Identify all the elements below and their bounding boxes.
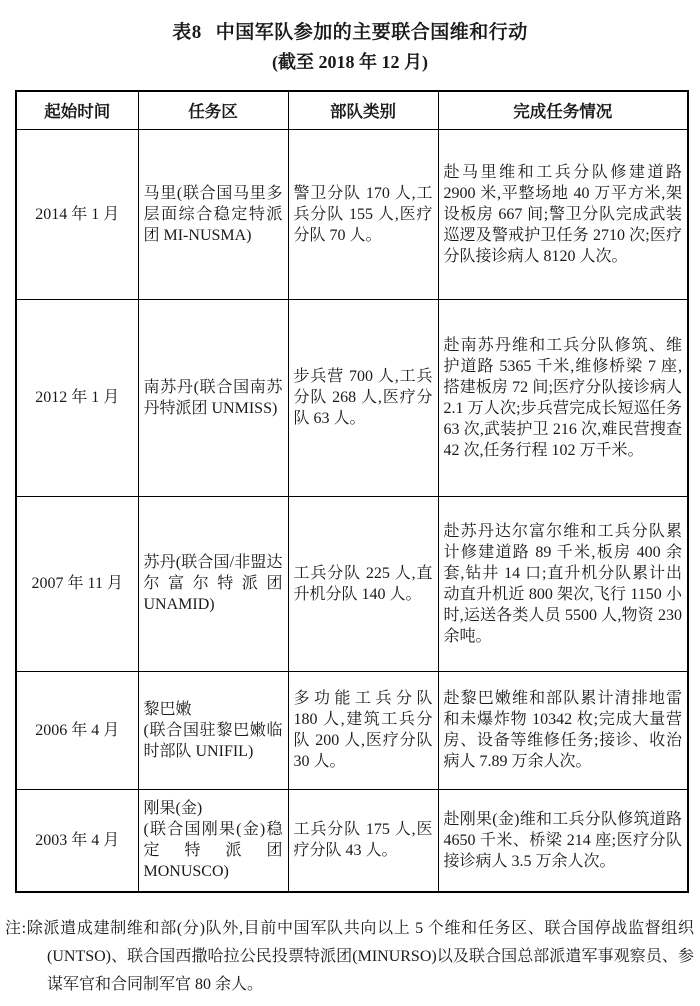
table-number-label: 表8 [172,22,202,43]
table-subtitle: (截至 2018 年 12 月) [272,52,428,72]
cell-start-time: 2003 年 4 月 [16,789,138,892]
cell-troop-type: 工兵分队 175 人,医疗分队 43 人。 [288,789,438,892]
cell-start-time: 2007 年 11 月 [16,496,138,671]
cell-mission-area: 南苏丹(联合国南苏丹特派团 UNMISS) [138,299,288,496]
cell-start-time: 2006 年 4 月 [16,671,138,789]
cell-start-time: 2014 年 1 月 [16,129,138,299]
cell-accomplishment: 赴苏丹达尔富尔维和工兵分队累计修建道路 89 千米,板房 400 余套,钻井 14 口;直升机分队累计出动直升机近 800 架次,飞行 1150 小时,运送各类人员 5500 人,物资 230 余吨。 [438,496,688,671]
cell-troop-type: 多功能工兵分队 180 人,建筑工兵分队 200 人,医疗分队 30 人。 [288,671,438,789]
cell-mission-area: 刚果(金) (联合国刚果(金)稳定特派团 MONUSCO) [138,789,288,892]
header-start-time: 起始时间 [16,91,138,129]
table-title-text: 中国军队参加的主要联合国维和行动 [215,22,528,43]
cell-accomplishment: 赴刚果(金)维和工兵分队修筑道路 4650 千米、桥梁 214 座;医疗分队接诊病人 3.5 万余人次。 [438,789,688,892]
footnote-text: 除派遣成建制维和部(分)队外,目前中国军队共向以上 5 个维和任务区、联合国停战监督组织(UNTSO)、联合国西撒哈拉公民投票特派团(MINURSO)以及联合国总部派遣军事观察员、参谋军官和合同制军官 80 余人。 [26,920,694,993]
cell-accomplishment: 赴南苏丹维和工兵分队修筑、维护道路 5365 千米,维修桥梁 7 座,搭建板房 72 间;医疗分队接诊病人 2.1 万人次;步兵营完成长短巡任务 63 次,武装护卫 216 次,难民营搜查 42 次,任务行程 102 万千米。 [438,299,688,496]
table-title [0,18,700,76]
cell-accomplishment: 赴马里维和工兵分队修建道路 2900 米,平整场地 40 万平方米,架设板房 667 间;警卫分队完成武装巡逻及警戒护卫任务 2710 次;医疗分队接诊病人 8120 人次。 [438,129,688,299]
header-accomplishment: 完成任务情况 [438,91,688,129]
page-title [0,18,700,48]
header-troop-type: 部队类别 [288,91,438,129]
cell-troop-type: 步兵营 700 人,工兵分队 268 人,医疗分队 63 人。 [288,299,438,496]
cell-start-time: 2012 年 1 月 [16,299,138,496]
table-header-row [16,91,688,129]
table-row [16,299,688,496]
cell-troop-type: 工兵分队 225 人,直升机分队 140 人。 [288,496,438,671]
table-row [16,129,688,299]
footnote-prefix: 注: [5,920,27,937]
header-mission-area: 任务区 [138,91,288,129]
peacekeeping-operations-table [15,90,689,893]
cell-troop-type: 警卫分队 170 人,工兵分队 155 人,医疗分队 70 人。 [288,129,438,299]
cell-accomplishment: 赴黎巴嫩维和部队累计清排地雷和未爆炸物 10342 枚;完成大量营房、设备等维修任务;接诊、收治病人 7.89 万余人次。 [438,671,688,789]
footnote [5,915,694,999]
cell-mission-area: 苏丹(联合国/非盟达尔富尔特派团 UNAMID) [138,496,288,671]
table-row [16,496,688,671]
cell-mission-area: 黎巴嫩 (联合国驻黎巴嫩临时部队 UNIFIL) [138,671,288,789]
table-row [16,671,688,789]
table-row [16,789,688,892]
cell-mission-area: 马里(联合国马里多层面综合稳定特派团 MI-NUSMA) [138,129,288,299]
